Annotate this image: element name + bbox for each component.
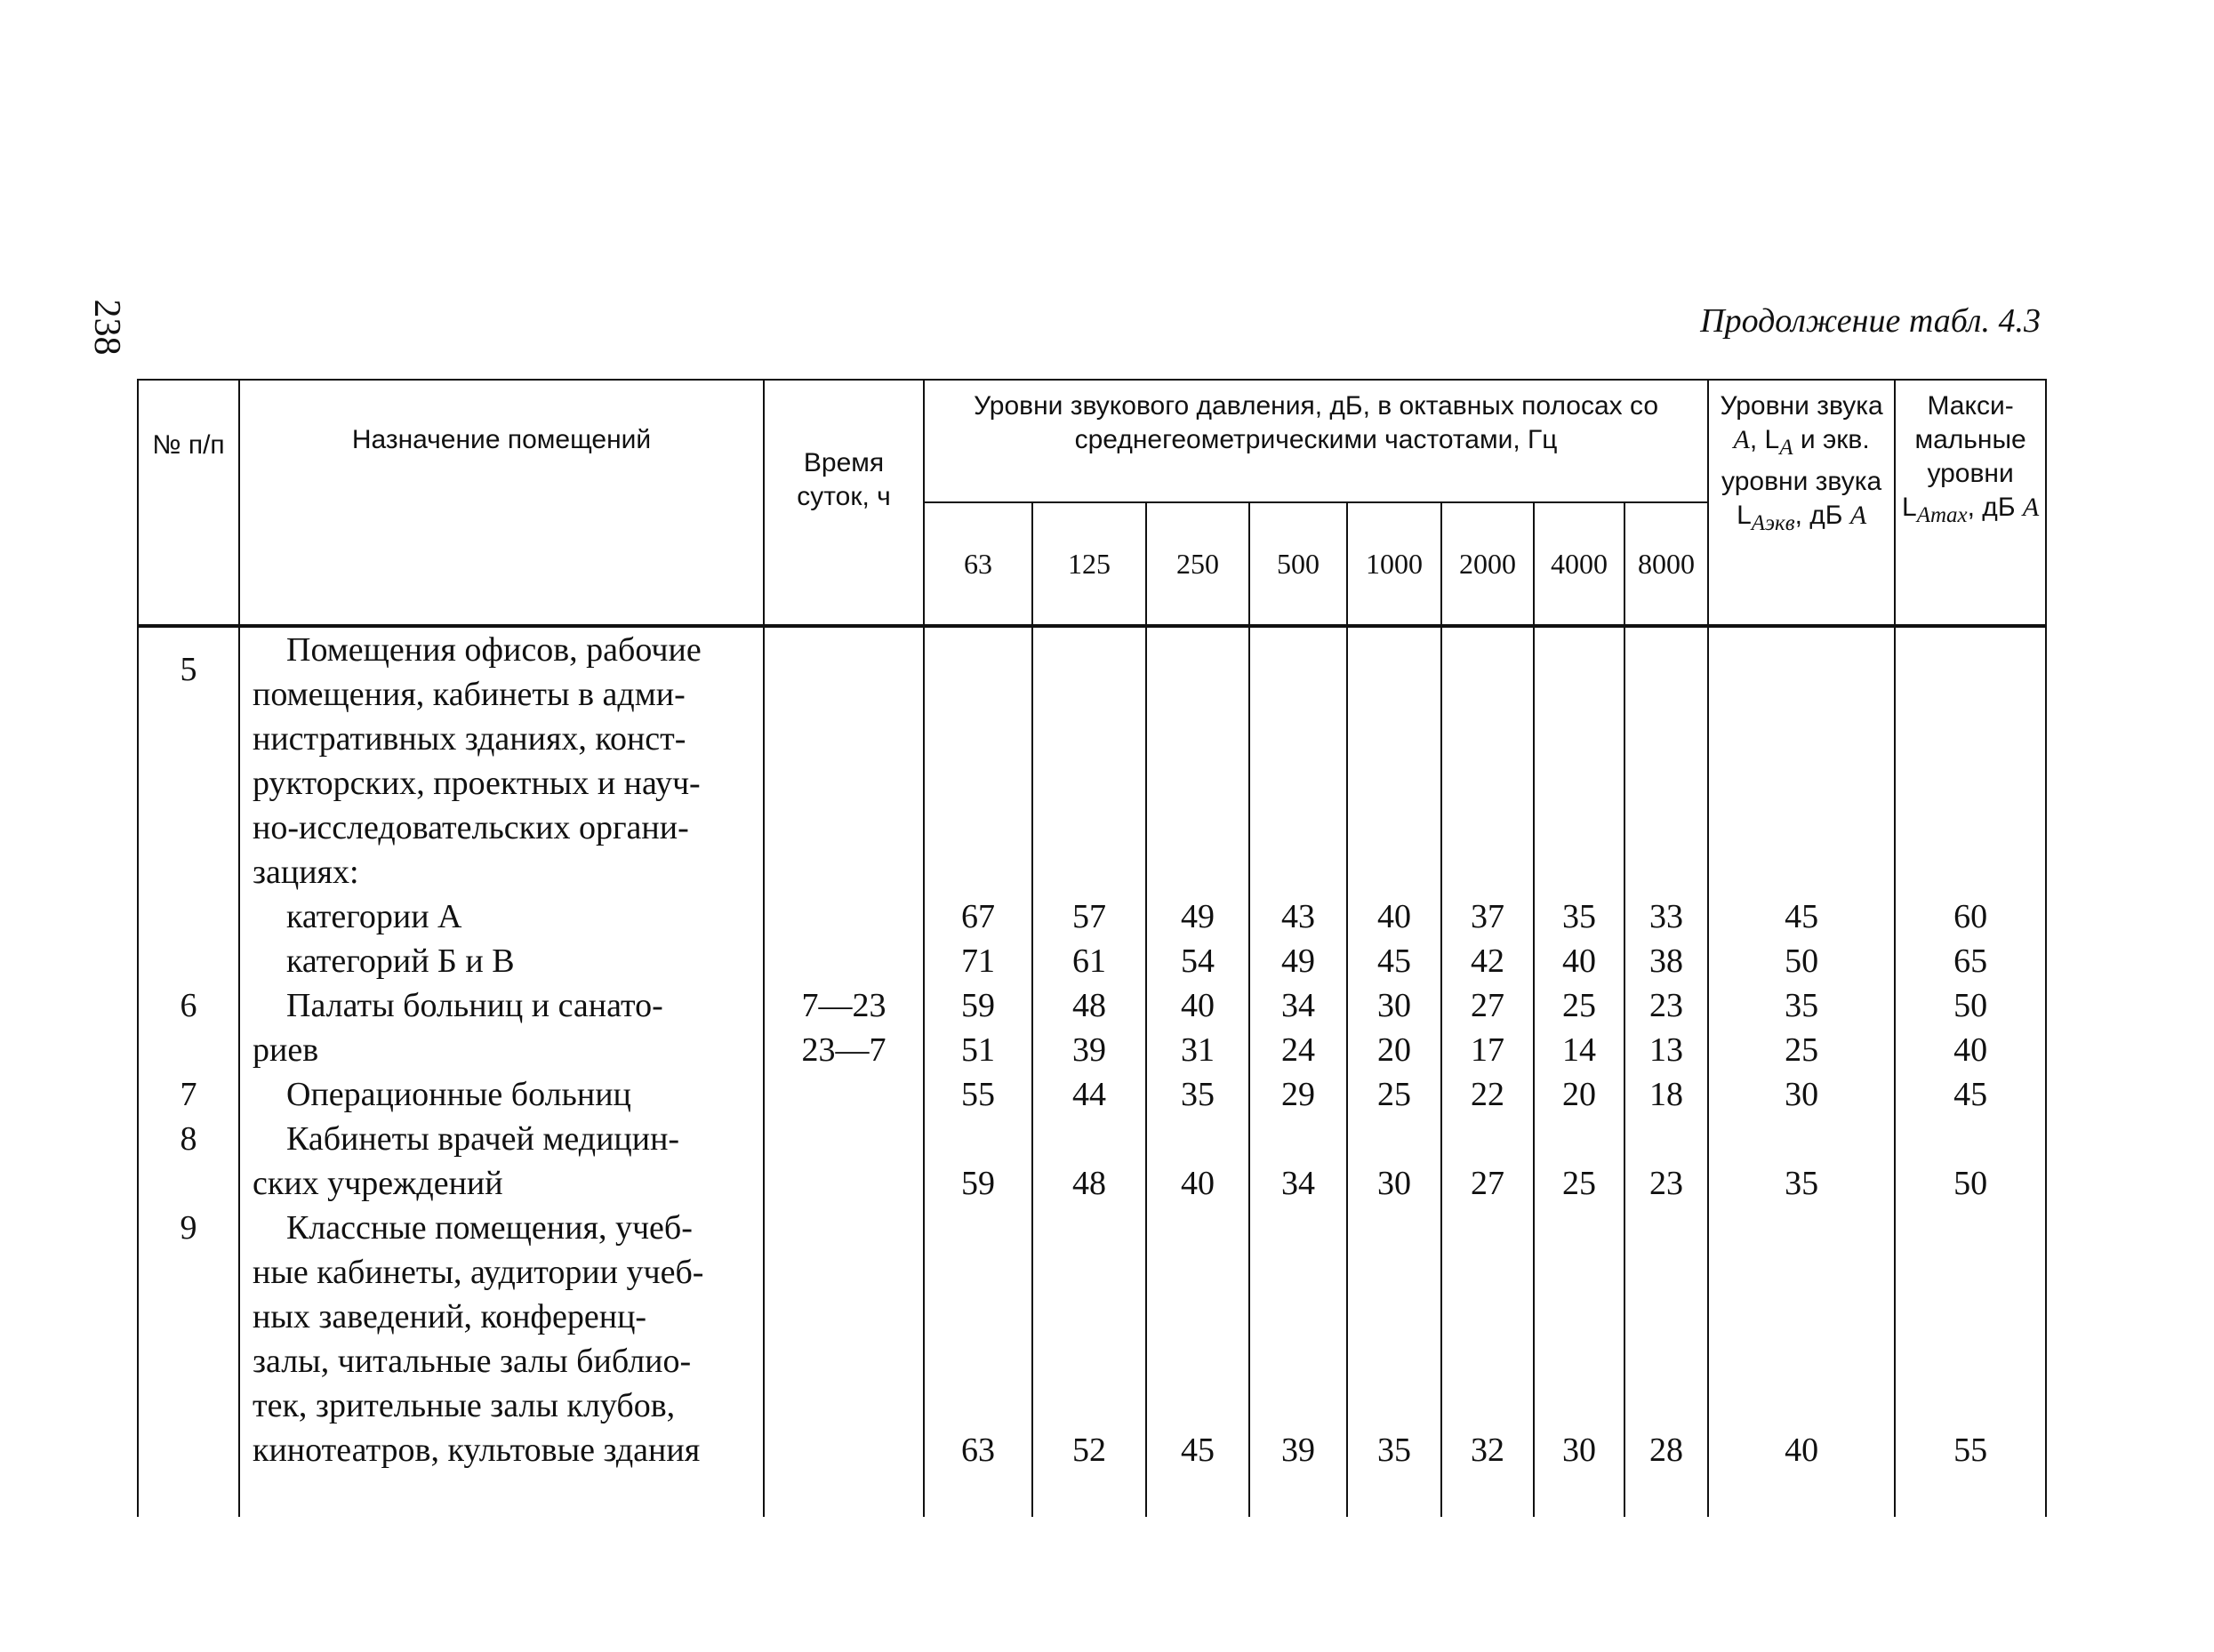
table-caption: Продолжение табл. 4.3 (1700, 302, 2041, 340)
cell-value: 35 (1534, 894, 1624, 939)
cell-value: 45 (1708, 894, 1895, 939)
cell-value: 25 (1708, 1028, 1895, 1072)
cell-value: 50 (1895, 983, 2046, 1028)
cell-value: 49 (1146, 894, 1249, 939)
cell-value: 23 (1624, 1161, 1708, 1206)
cell-value: 27 (1441, 1161, 1534, 1206)
norms-table (137, 379, 2047, 1517)
cell-value: 34 (1249, 983, 1347, 1028)
cell-value: 52 (1032, 1206, 1146, 1472)
header-purpose: Назначение помещений (239, 380, 764, 626)
header-sound-levels: Уровни звукового давления, дБ, в октавных полосах со среднегеометрическими частотами, Гц (924, 380, 1708, 502)
page-number: 238 (86, 299, 127, 356)
row-number: 8 (138, 1117, 239, 1161)
cell-value: 30 (1347, 1161, 1441, 1206)
cell-value: 17 (1441, 1028, 1534, 1072)
row-purpose: Палаты больниц и санато- (239, 983, 764, 1028)
cell-value: 59 (924, 983, 1032, 1028)
header-la: Уровни звука A, $L_A$ и экв. уровни звука $L_{Aэкв}$, дБ A (1708, 380, 1895, 626)
cell-value: 48 (1032, 983, 1146, 1028)
header-max: Макси-мальные уровни $L_{Amax}$, дБ A (1895, 380, 2046, 626)
norms-table-wrap (137, 379, 2045, 1535)
cell-value: 25 (1534, 983, 1624, 1028)
cell-value: 38 (1624, 939, 1708, 983)
freq-500: 500 (1249, 502, 1347, 626)
cell-value: 28 (1624, 1206, 1708, 1472)
cell-value: 35 (1708, 1161, 1895, 1206)
cell-value: 55 (1895, 1206, 2046, 1472)
cell-value: 25 (1347, 1072, 1441, 1117)
cell-value: 40 (1146, 983, 1249, 1028)
cell-value: 14 (1534, 1028, 1624, 1072)
cell-value: 31 (1146, 1028, 1249, 1072)
row-purpose: Помещения офисов, рабочие помещения, кабинеты в адми- нистративных зданиях, конст- рукторских, проектных и науч- но-исследовательских органи- зациях: (239, 626, 764, 894)
row-time (764, 626, 924, 894)
freq-8000: 8000 (1624, 502, 1708, 626)
table-row (138, 1072, 2046, 1117)
cell-value: 25 (1534, 1161, 1624, 1206)
cell-value: 24 (1249, 1028, 1347, 1072)
row-number: 6 (138, 983, 239, 1028)
row-number: 5 (138, 626, 239, 894)
cell-value: 40 (1146, 1161, 1249, 1206)
table-row (138, 1117, 2046, 1161)
cell-value: 39 (1249, 1206, 1347, 1472)
cell-value: 30 (1708, 1072, 1895, 1117)
row-time: 23—7 (764, 1028, 924, 1072)
cell-value: 29 (1249, 1072, 1347, 1117)
header-no: № п/п (138, 380, 239, 626)
cell-value: 49 (1249, 939, 1347, 983)
cell-value: 50 (1708, 939, 1895, 983)
cell-value: 71 (924, 939, 1032, 983)
table-row (138, 1028, 2046, 1072)
cell-value: 13 (1624, 1028, 1708, 1072)
cell-value: 42 (1441, 939, 1534, 983)
row-subcategory: категории А (239, 894, 764, 939)
cell-value: 43 (1249, 894, 1347, 939)
cell-value: 20 (1534, 1072, 1624, 1117)
cell-value: 32 (1441, 1206, 1534, 1472)
cell-value: 45 (1347, 939, 1441, 983)
freq-250: 250 (1146, 502, 1249, 626)
cell-value: 37 (1441, 894, 1534, 939)
row-purpose: Кабинеты врачей медицин- (239, 1117, 764, 1161)
freq-125: 125 (1032, 502, 1146, 626)
cell-value: 40 (1534, 939, 1624, 983)
cell-value: 30 (1534, 1206, 1624, 1472)
cell-value: 50 (1895, 1161, 2046, 1206)
cell-value: 65 (1895, 939, 2046, 983)
cell-value: 40 (1347, 894, 1441, 939)
cell-value: 45 (1146, 1206, 1249, 1472)
cell-value: 63 (924, 1206, 1032, 1472)
freq-1000: 1000 (1347, 502, 1441, 626)
cell-value: 57 (1032, 894, 1146, 939)
table-row (138, 1206, 2046, 1472)
cell-value: 45 (1895, 1072, 2046, 1117)
cell-value: 67 (924, 894, 1032, 939)
cell-value: 61 (1032, 939, 1146, 983)
cell-value: 51 (924, 1028, 1032, 1072)
table-bottom-spacer (138, 1472, 2046, 1517)
cell-value: 40 (1895, 1028, 2046, 1072)
cell-value: 39 (1032, 1028, 1146, 1072)
cell-value: 55 (924, 1072, 1032, 1117)
cell-value: 27 (1441, 983, 1534, 1028)
cell-value: 22 (1441, 1072, 1534, 1117)
cell-value: 59 (924, 1161, 1032, 1206)
cell-value: 18 (1624, 1072, 1708, 1117)
table-row (138, 626, 2046, 894)
row-number: 7 (138, 1072, 239, 1117)
cell-value: 33 (1624, 894, 1708, 939)
cell-value: 20 (1347, 1028, 1441, 1072)
cell-value: 30 (1347, 983, 1441, 1028)
freq-4000: 4000 (1534, 502, 1624, 626)
freq-63: 63 (924, 502, 1032, 626)
cell-value: 35 (1708, 983, 1895, 1028)
cell-value: 35 (1146, 1072, 1249, 1117)
table-row (138, 939, 2046, 983)
cell-value: 44 (1032, 1072, 1146, 1117)
cell-value: 34 (1249, 1161, 1347, 1206)
header-time: Время суток, ч (764, 380, 924, 626)
row-purpose-cont: риев (239, 1028, 764, 1072)
cell-value: 40 (1708, 1206, 1895, 1472)
row-number: 9 (138, 1206, 239, 1472)
row-purpose: Операционные больниц (239, 1072, 764, 1117)
table-row (138, 894, 2046, 939)
row-purpose: Классные помещения, учеб- ные кабинеты, аудитории учеб- ных заведений, конференц- залы, читальные залы библио- тек, зрительные залы клубов, кинотеатров, культовые здания (239, 1206, 764, 1472)
row-purpose-cont: ских учреждений (239, 1161, 764, 1206)
row-subcategory: категорий Б и В (239, 939, 764, 983)
cell-value: 54 (1146, 939, 1249, 983)
table-row (138, 1161, 2046, 1206)
freq-2000: 2000 (1441, 502, 1534, 626)
cell-value: 35 (1347, 1206, 1441, 1472)
table-row (138, 983, 2046, 1028)
cell-value: 60 (1895, 894, 2046, 939)
row-time: 7—23 (764, 983, 924, 1028)
cell-value: 23 (1624, 983, 1708, 1028)
cell-value: 48 (1032, 1161, 1146, 1206)
